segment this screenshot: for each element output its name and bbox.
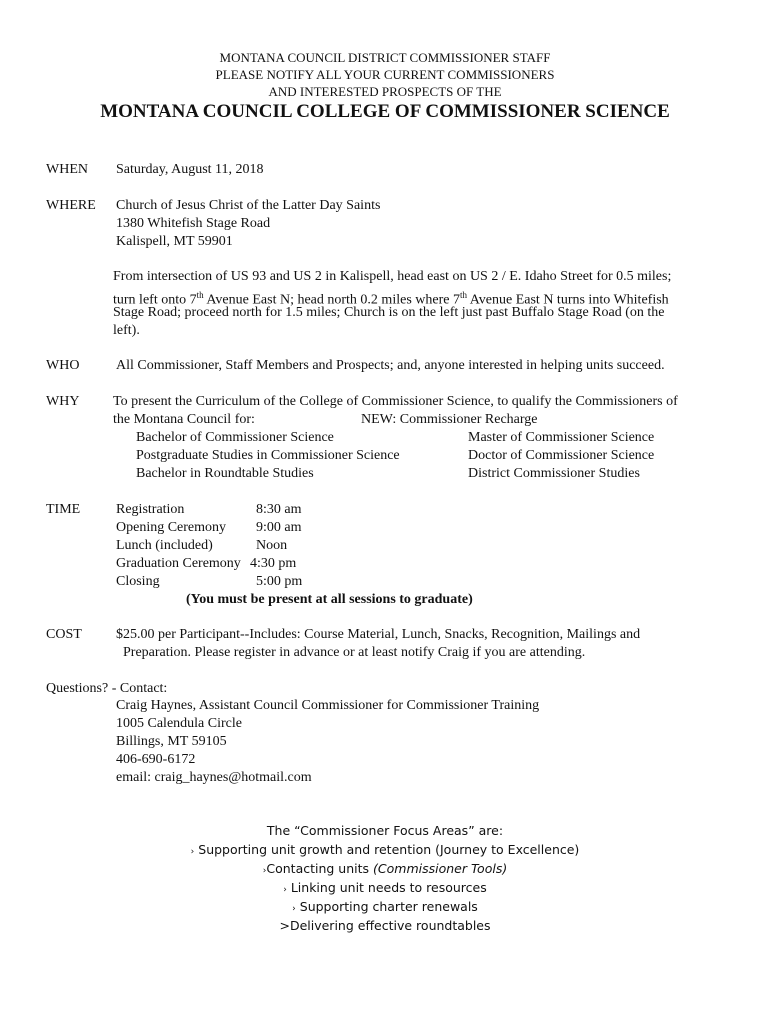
directions-line-1: From intersection of US 93 and US 2 in Kalispell, head east on US 2 / E. Idaho Street for 0.5 miles; xyxy=(113,269,672,284)
degree-item: Master of Commissioner Science xyxy=(468,430,655,445)
degree-item: Postgraduate Studies in Commissioner Science xyxy=(136,448,400,463)
focus-item-text: Linking unit needs to resources xyxy=(286,880,487,895)
schedule-event: Closing xyxy=(116,574,160,589)
directions-text: Avenue East N; head north 0.2 miles where 7 xyxy=(203,292,460,308)
contact-email: email: craig_haynes@hotmail.com xyxy=(116,770,312,785)
when-value: Saturday, August 11, 2018 xyxy=(116,162,264,177)
where-line-1: Church of Jesus Christ of the Latter Day Saints xyxy=(116,198,381,213)
bullet-marker: › xyxy=(292,904,296,914)
header-line-3: AND INTERESTED PROSPECTS OF THE xyxy=(268,84,502,99)
schedule-time: 5:00 pm xyxy=(256,574,303,589)
contact-phone: 406-690-6172 xyxy=(116,752,196,767)
header-line-1: MONTANA COUNCIL DISTRICT COMMISSIONER STAFF xyxy=(219,50,551,65)
schedule-time: 9:00 am xyxy=(256,520,302,535)
who-value: All Commissioner, Staff Members and Prospects; and, anyone interested in helping units succeed. xyxy=(116,358,665,373)
schedule-event: Registration xyxy=(116,502,185,517)
why-label: WHY xyxy=(46,394,80,409)
when-label: WHEN xyxy=(46,162,88,177)
where-line-2: 1380 Whitefish Stage Road xyxy=(116,216,271,231)
superscript: th xyxy=(196,290,204,300)
bullet-marker: › xyxy=(262,866,267,876)
focus-item-text: Contacting units xyxy=(266,861,374,876)
focus-title: The “Commissioner Focus Areas” are: xyxy=(266,823,504,838)
attendance-note: (You must be present at all sessions to graduate) xyxy=(186,592,473,607)
schedule-time: Noon xyxy=(256,538,288,553)
new-program: NEW: Commissioner Recharge xyxy=(361,412,538,427)
contact-address-1: 1005 Calendula Circle xyxy=(116,716,242,731)
schedule-event: Opening Ceremony xyxy=(116,520,227,535)
schedule-time: 4:30 pm xyxy=(250,556,297,571)
cost-line-2: Preparation. Please register in advance or at least notify Craig if you are attending. xyxy=(123,645,586,660)
why-line-2: the Montana Council for: xyxy=(113,412,255,427)
directions-text: turn left onto 7 xyxy=(113,292,197,308)
document-title: MONTANA COUNCIL COLLEGE OF COMMISSIONER SCIENCE xyxy=(100,101,670,122)
bullet-marker: › xyxy=(283,885,287,895)
degree-item: Doctor of Commissioner Science xyxy=(468,448,655,463)
time-label: TIME xyxy=(46,502,81,517)
contact-address-2: Billings, MT 59105 xyxy=(116,734,227,749)
why-line-1: To present the Curriculum of the College of Commissioner Science, to qualify the Commissioners of xyxy=(113,394,678,409)
directions-line-4: left). xyxy=(113,323,140,338)
degree-item: Bachelor of Commissioner Science xyxy=(136,430,334,445)
header-line-2: PLEASE NOTIFY ALL YOUR CURRENT COMMISSIONERS xyxy=(215,67,555,82)
bullet-marker: › xyxy=(190,847,195,857)
superscript: th xyxy=(459,290,467,300)
where-line-3: Kalispell, MT 59901 xyxy=(116,234,233,249)
cost-line-1: $25.00 per Participant--Includes: Course Material, Lunch, Snacks, Recognition, Mailings and xyxy=(116,627,641,642)
directions-text: Avenue East N turns into Whitefish xyxy=(466,292,669,308)
who-label: WHO xyxy=(46,358,80,373)
degree-item: District Commissioner Studies xyxy=(468,466,640,481)
schedule-time: 8:30 am xyxy=(256,502,302,517)
contact-name: Craig Haynes, Assistant Council Commissioner for Commissioner Training xyxy=(116,698,540,713)
focus-item: >Delivering effective roundtables xyxy=(279,918,491,933)
cost-label: COST xyxy=(46,627,82,642)
focus-item-text: Supporting charter renewals xyxy=(295,899,478,914)
schedule-event: Lunch (included) xyxy=(116,538,213,553)
directions-line-3: Stage Road; proceed north for 1.5 miles; Church is on the left just past Buffalo Stage Road (on the xyxy=(113,305,665,320)
focus-item-text: Supporting unit growth and retention (Journey to Excellence) xyxy=(194,842,580,857)
focus-item-italic: (Commissioner Tools) xyxy=(373,861,508,876)
where-label: WHERE xyxy=(46,198,96,213)
schedule-event: Graduation Ceremony xyxy=(116,556,241,571)
degree-item: Bachelor in Roundtable Studies xyxy=(136,466,314,481)
contact-label: Questions? - Contact: xyxy=(46,681,168,696)
